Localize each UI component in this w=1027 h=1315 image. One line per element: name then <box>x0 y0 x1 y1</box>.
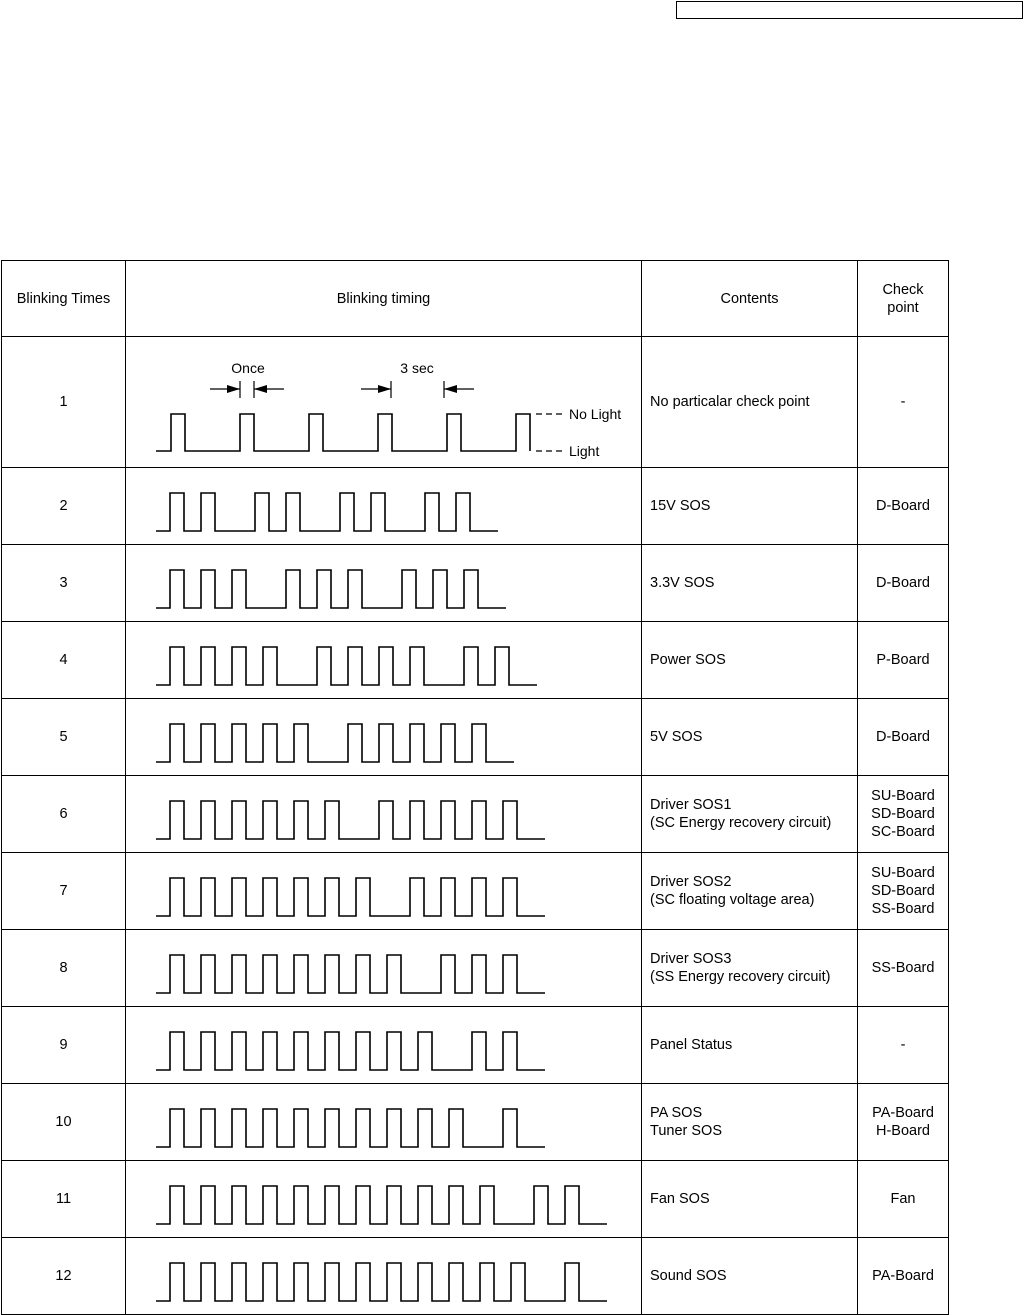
check-point-cell <box>858 776 949 853</box>
check-point-line: SD-Board <box>871 806 935 822</box>
contents-line: No particalar check point <box>650 394 810 410</box>
blink-waveform-5 <box>126 699 641 775</box>
table-row <box>2 545 949 622</box>
check-point-line: SU-Board <box>871 788 935 804</box>
check-point-cell <box>858 699 949 776</box>
no-light-label: No Light <box>569 406 622 422</box>
contents-line: 5V SOS <box>650 729 703 745</box>
blinking-timing-cell <box>126 853 642 930</box>
blink-waveform-1 <box>126 337 641 467</box>
check-point-cell <box>858 337 949 468</box>
blinking-timing-cell <box>126 1007 642 1084</box>
check-point-line: - <box>900 394 906 410</box>
blinking-times-cell: 12 <box>2 1238 126 1315</box>
check-header-line-2: point <box>887 299 919 316</box>
blinking-times-cell: 7 <box>2 853 126 930</box>
contents-line: Power SOS <box>650 652 726 668</box>
check-point-cell <box>858 1238 949 1315</box>
table-row <box>2 699 949 776</box>
contents-cell <box>642 699 858 776</box>
blink-waveform-8 <box>126 930 641 1006</box>
check-point-line: SC-Board <box>871 824 935 840</box>
blink-waveform-2 <box>126 468 641 544</box>
waveform-path <box>156 801 545 839</box>
blink-waveform-10 <box>126 1084 641 1160</box>
blinking-table <box>1 260 949 1315</box>
check-point-cell <box>858 622 949 699</box>
blinking-timing-cell <box>126 1161 642 1238</box>
column-header-check <box>858 261 949 337</box>
check-point-cell <box>858 1161 949 1238</box>
contents-line: PA SOS <box>650 1105 703 1121</box>
check-point-cell <box>858 1084 949 1161</box>
waveform-path <box>156 414 530 451</box>
waveform-path <box>156 878 545 916</box>
waveform-path <box>156 1186 607 1224</box>
check-point-line: H-Board <box>876 1123 930 1139</box>
blinking-times-cell: 3 <box>2 545 126 622</box>
three-sec-label: 3 sec <box>400 360 434 376</box>
contents-cell <box>642 468 858 545</box>
waveform-path <box>156 570 506 608</box>
blinking-timing-cell <box>126 468 642 545</box>
contents-line: 15V SOS <box>650 498 711 514</box>
blink-waveform-6 <box>126 776 641 852</box>
contents-line: (SC Energy recovery circuit) <box>650 815 832 831</box>
check-point-line: SU-Board <box>871 865 935 881</box>
blinking-times-cell: 5 <box>2 699 126 776</box>
contents-cell <box>642 545 858 622</box>
waveform-path <box>156 1032 545 1070</box>
blinking-times-cell: 6 <box>2 776 126 853</box>
blinking-timing-cell <box>126 1084 642 1161</box>
table-row <box>2 1238 949 1315</box>
contents-cell <box>642 853 858 930</box>
blinking-timing-cell <box>126 622 642 699</box>
column-header-times: Blinking Times <box>2 261 126 337</box>
check-point-line: SS-Board <box>871 901 935 917</box>
contents-line: Panel Status <box>650 1037 733 1053</box>
contents-cell <box>642 776 858 853</box>
blink-waveform-4 <box>126 622 641 698</box>
blink-waveform-11 <box>126 1161 641 1237</box>
blink-waveform-12 <box>126 1238 641 1314</box>
contents-cell <box>642 1007 858 1084</box>
check-point-line: D-Board <box>876 575 930 591</box>
check-point-line: Fan <box>890 1191 916 1207</box>
blinking-timing-cell <box>126 337 642 468</box>
check-point-cell <box>858 930 949 1007</box>
column-header-timing: Blinking timing <box>126 261 642 337</box>
check-point-line: P-Board <box>876 652 930 668</box>
contents-line: Tuner SOS <box>650 1123 722 1139</box>
table-row <box>2 468 949 545</box>
once-arrow-left-head <box>227 385 240 393</box>
contents-cell <box>642 1084 858 1161</box>
check-point-line: PA-Board <box>872 1105 934 1121</box>
blink-waveform-3 <box>126 545 641 621</box>
blinking-times-cell: 2 <box>2 468 126 545</box>
blinking-timing-cell <box>126 699 642 776</box>
blinking-times-cell: 10 <box>2 1084 126 1161</box>
light-label: Light <box>569 443 600 459</box>
waveform-path <box>156 1109 545 1147</box>
check-point-line: PA-Board <box>872 1268 934 1284</box>
table-row <box>2 1084 949 1161</box>
table-row <box>2 1161 949 1238</box>
waveform-path <box>156 955 545 993</box>
check-point-cell <box>858 853 949 930</box>
blinking-times-cell: 9 <box>2 1007 126 1084</box>
blink-waveform-7 <box>126 853 641 929</box>
check-point-cell <box>858 1007 949 1084</box>
blinking-times-cell: 1 <box>2 337 126 468</box>
contents-cell <box>642 622 858 699</box>
three-sec-arrow-right-head <box>444 385 457 393</box>
contents-line: Driver SOS1 <box>650 797 732 813</box>
table-row <box>2 930 949 1007</box>
three-sec-arrow-left-head <box>378 385 391 393</box>
contents-line: Driver SOS3 <box>650 951 732 967</box>
check-point-line: SS-Board <box>871 960 935 976</box>
contents-line: Driver SOS2 <box>650 874 732 890</box>
check-header-line-1: Check <box>882 281 924 298</box>
blink-waveform-9 <box>126 1007 641 1083</box>
table-row <box>2 337 949 468</box>
blinking-times-cell: 4 <box>2 622 126 699</box>
blinking-timing-cell <box>126 1238 642 1315</box>
check-point-cell <box>858 545 949 622</box>
blinking-times-cell: 11 <box>2 1161 126 1238</box>
table-header-row <box>2 261 949 337</box>
once-arrow-right-head <box>254 385 267 393</box>
contents-cell <box>642 337 858 468</box>
table-row <box>2 853 949 930</box>
column-header-contents: Contents <box>642 261 858 337</box>
header-box <box>676 1 1023 19</box>
check-point-cell <box>858 468 949 545</box>
contents-line: Sound SOS <box>650 1268 727 1284</box>
waveform-path <box>156 1263 607 1301</box>
contents-cell <box>642 1238 858 1315</box>
waveform-path <box>156 493 498 531</box>
blinking-timing-cell <box>126 776 642 853</box>
blinking-timing-cell <box>126 930 642 1007</box>
contents-line: (SC floating voltage area) <box>650 892 815 908</box>
blinking-times-cell: 8 <box>2 930 126 1007</box>
table-row <box>2 622 949 699</box>
check-point-line: D-Board <box>876 729 930 745</box>
check-point-line: SD-Board <box>871 883 935 899</box>
once-label: Once <box>231 360 265 376</box>
table-row <box>2 1007 949 1084</box>
contents-line: (SS Energy recovery circuit) <box>650 969 831 985</box>
waveform-path <box>156 647 537 685</box>
contents-cell <box>642 1161 858 1238</box>
check-point-line: - <box>900 1037 906 1053</box>
check-point-line: D-Board <box>876 498 930 514</box>
table-row <box>2 776 949 853</box>
waveform-path <box>156 724 514 762</box>
contents-line: 3.3V SOS <box>650 575 715 591</box>
contents-cell <box>642 930 858 1007</box>
contents-line: Fan SOS <box>650 1191 710 1207</box>
blinking-timing-cell <box>126 545 642 622</box>
